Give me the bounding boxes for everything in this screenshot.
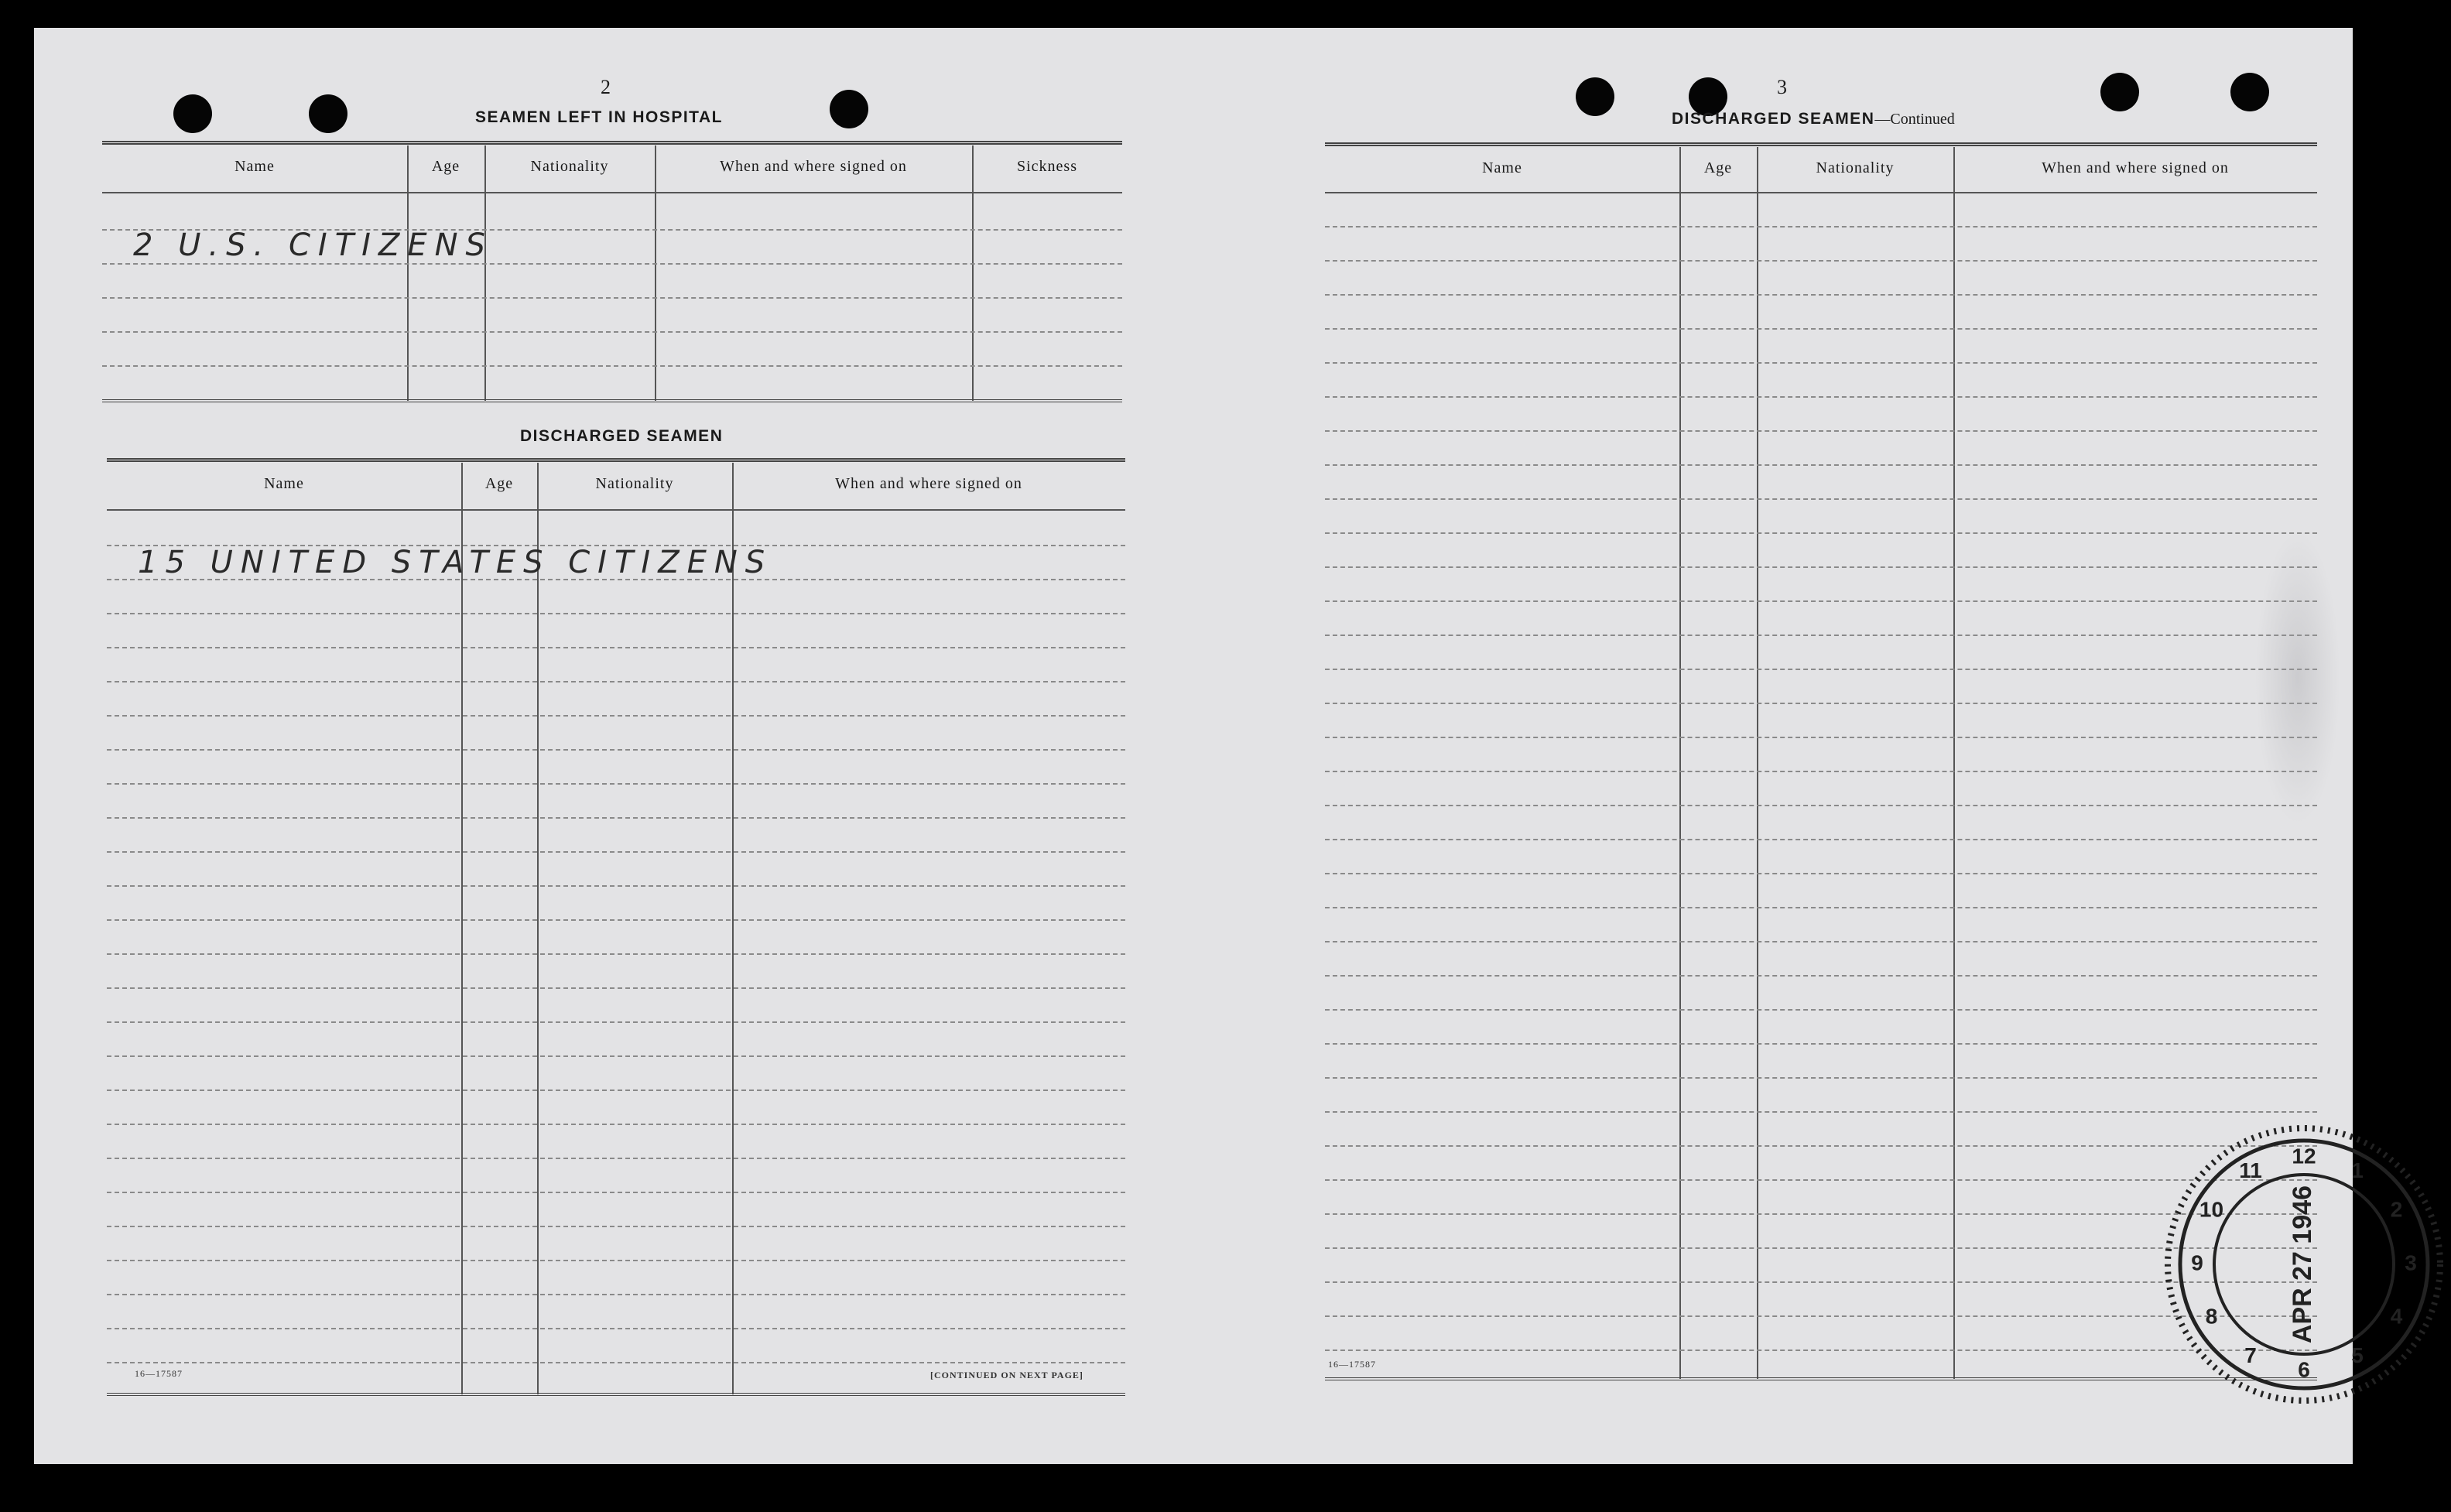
stamp-ring-number: 10 xyxy=(2199,1197,2224,1222)
table-row xyxy=(1325,294,2317,296)
table-row xyxy=(107,851,1125,853)
right-page xyxy=(1195,28,2417,1464)
table-row xyxy=(1325,805,2317,806)
stamp-ring-number: 3 xyxy=(2405,1250,2417,1275)
left-page xyxy=(34,28,1195,1464)
table-row xyxy=(1325,703,2317,704)
punch-hole xyxy=(309,94,347,133)
table-row xyxy=(1325,873,2317,874)
table-row xyxy=(107,1124,1125,1125)
table-row xyxy=(107,1090,1125,1091)
column-header-age: Age xyxy=(1703,159,1733,176)
stamp-ring-number: 9 xyxy=(2191,1250,2203,1275)
table-row xyxy=(107,1158,1125,1159)
table-row xyxy=(107,1055,1125,1057)
stamp-ring-number: 11 xyxy=(2239,1158,2262,1182)
table-row xyxy=(107,749,1125,751)
column-header-signed-on: When and where signed on xyxy=(720,158,907,175)
table-row xyxy=(107,1294,1125,1295)
form-code: 16—17587 xyxy=(1328,1359,1376,1370)
table-row xyxy=(1325,771,2317,772)
table-row xyxy=(107,919,1125,921)
table-row xyxy=(107,783,1125,785)
table-row xyxy=(107,817,1125,819)
column-header-name: Name xyxy=(1482,159,1522,176)
page-number: 2 xyxy=(601,76,611,98)
punch-hole xyxy=(830,90,868,128)
table-row xyxy=(1325,635,2317,636)
table-row xyxy=(102,331,1122,333)
column-header-name: Name xyxy=(264,475,304,492)
table-row xyxy=(107,1260,1125,1261)
column-header-nationality: Nationality xyxy=(1816,159,1895,176)
table-row xyxy=(1325,566,2317,568)
table-row xyxy=(107,885,1125,887)
continued-note: [CONTINUED ON NEXT PAGE] xyxy=(930,1370,1083,1380)
table-row xyxy=(107,1021,1125,1023)
table-row xyxy=(1325,430,2317,432)
punch-hole xyxy=(2230,73,2269,111)
table-row xyxy=(1325,532,2317,534)
column-header-sickness: Sickness xyxy=(1017,158,1077,175)
punch-hole xyxy=(173,94,212,133)
page-number: 3 xyxy=(1777,76,1787,98)
stamp-date-text: APR 27 1946 xyxy=(2287,1185,2317,1344)
column-header-signed-on: When and where signed on xyxy=(2042,159,2229,176)
stamp-ring-number: 6 xyxy=(2298,1357,2310,1382)
table-row xyxy=(107,1362,1125,1363)
table-row xyxy=(107,1328,1125,1329)
hospital-section-title: SEAMEN LEFT IN HOSPITAL xyxy=(475,108,723,126)
table-row xyxy=(102,263,1122,265)
column-header-name: Name xyxy=(234,158,275,175)
stamp-ring-number: 2 xyxy=(2390,1197,2403,1222)
table-row xyxy=(107,987,1125,989)
table-row xyxy=(1325,396,2317,398)
column-header-age: Age xyxy=(484,475,514,492)
paper-smudge xyxy=(2255,531,2340,825)
table-row xyxy=(1325,1077,2317,1079)
table-row xyxy=(1325,600,2317,602)
table-row xyxy=(1325,226,2317,227)
handwritten-discharged-entry: 15 UNITED STATES CITIZENS xyxy=(138,545,773,580)
table-row xyxy=(107,613,1125,614)
table-row xyxy=(107,647,1125,648)
table-row xyxy=(1325,1111,2317,1113)
table-row xyxy=(1325,1009,2317,1011)
table-row xyxy=(107,681,1125,682)
table-row xyxy=(1325,839,2317,840)
table-row xyxy=(107,953,1125,955)
document-sheet xyxy=(34,28,2417,1464)
table-row xyxy=(1325,464,2317,466)
table-row xyxy=(1325,975,2317,977)
discharged-table xyxy=(107,458,1125,1396)
column-header-age: Age xyxy=(431,158,460,175)
handwritten-hospital-entry: 2 U.S. CITIZENS xyxy=(133,227,493,263)
table-row xyxy=(1325,737,2317,738)
table-row xyxy=(107,1226,1125,1227)
table-row xyxy=(102,365,1122,367)
table-row xyxy=(1325,1043,2317,1045)
table-row xyxy=(1325,362,2317,364)
table-row xyxy=(107,1192,1125,1193)
table-row xyxy=(1325,498,2317,500)
stamp-ring-number: 5 xyxy=(2351,1343,2364,1367)
stamp-ring-number: 1 xyxy=(2351,1158,2364,1182)
discharged-continued-title: DISCHARGED SEAMEN—Continued xyxy=(1672,110,1955,128)
table-row xyxy=(1325,260,2317,262)
column-header-nationality: Nationality xyxy=(530,158,609,175)
table-row xyxy=(102,297,1122,299)
column-header-signed-on: When and where signed on xyxy=(835,475,1022,492)
table-row xyxy=(1325,328,2317,330)
date-stamp xyxy=(2157,1117,2451,1411)
form-code: 16—17587 xyxy=(135,1368,183,1379)
column-header-nationality: Nationality xyxy=(595,475,674,492)
punch-hole xyxy=(1576,77,1614,116)
stamp-ring-number: 8 xyxy=(2205,1304,2218,1329)
table-row xyxy=(1325,907,2317,908)
table-row xyxy=(1325,669,2317,670)
discharged-section-title: DISCHARGED SEAMEN xyxy=(520,427,724,445)
hospital-table xyxy=(102,141,1122,402)
table-row xyxy=(1325,941,2317,942)
stamp-ring-number: 4 xyxy=(2390,1304,2403,1329)
stamp-ring-number: 12 xyxy=(2292,1144,2316,1168)
table-row xyxy=(107,715,1125,717)
punch-hole xyxy=(2100,73,2139,111)
stamp-ring-number: 7 xyxy=(2244,1343,2257,1367)
